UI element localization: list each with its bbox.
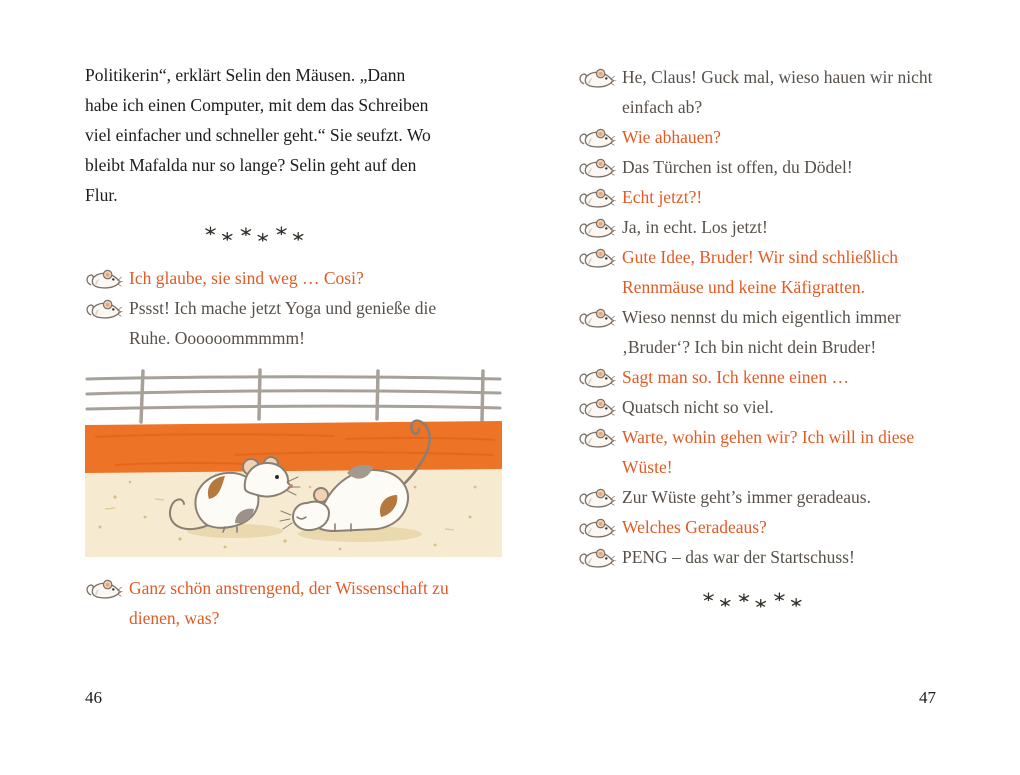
narrative-paragraph: Politikerin“, erklärt Selin den Mäusen. „Dann habe ich einen Computer, mit dem das Schreiben viel einfacher und schneller geht.“ Sie seufzt. Wo bleibt Mafalda nur so lange? Selin geht auf den Flur. bbox=[85, 65, 431, 205]
dialogue-line bbox=[578, 392, 936, 422]
dialogue-text: Zur Wüste geht’s immer geradeaus. bbox=[622, 487, 871, 507]
mouse-icon bbox=[578, 512, 622, 540]
dialogue-line bbox=[578, 482, 936, 512]
dialogue-text: He, Claus! Guck mal, wieso hauen wir nicht einfach ab? bbox=[622, 67, 933, 117]
dialogue-text: Pssst! Ich mache jetzt Yoga und genieße die Ruhe. Oooooommmmm! bbox=[129, 298, 437, 348]
dialogue-text: Wieso nennst du mich eigentlich immer ‚Bruder‘? Ich bin nicht dein Bruder! bbox=[622, 307, 901, 357]
page-number-left: 46 bbox=[85, 688, 102, 707]
dialogue-text: Gute Idee, Bruder! Wir sind schließlich Rennmäuse und keine Käfigratten. bbox=[622, 247, 898, 297]
dialogue-block-top bbox=[85, 263, 502, 353]
page-number-right: 47 bbox=[919, 688, 936, 707]
mouse-icon bbox=[578, 122, 622, 150]
mouse-icon bbox=[578, 242, 622, 270]
dialogue-line bbox=[578, 242, 936, 302]
dialogue-line bbox=[85, 573, 502, 633]
mouse-icon bbox=[578, 182, 622, 210]
dialogue-text: Welches Geradeaus? bbox=[622, 517, 767, 537]
mouse-icon bbox=[578, 392, 622, 420]
dialogue-line bbox=[578, 152, 936, 182]
dialogue-line bbox=[578, 512, 936, 542]
mouse-icon bbox=[578, 152, 622, 180]
dialogue-text: Ja, in echt. Los jetzt! bbox=[622, 217, 768, 237]
dialogue-text: Ganz schön anstrengend, der Wissenschaft zu dienen, was? bbox=[129, 578, 449, 628]
dialogue-line bbox=[578, 212, 936, 242]
page-left bbox=[85, 60, 502, 633]
dialogue-text: Das Türchen ist offen, du Dödel! bbox=[622, 157, 853, 177]
dialogue-block-bottom bbox=[85, 573, 502, 633]
dialogue-line bbox=[578, 422, 936, 482]
mouse-icon bbox=[578, 62, 622, 90]
mouse-icon bbox=[578, 212, 622, 240]
mouse-icon bbox=[578, 482, 622, 510]
dialogue-line bbox=[85, 293, 502, 353]
mouse-icon bbox=[85, 293, 129, 321]
dialogue-line bbox=[578, 542, 936, 572]
dialogue-line bbox=[578, 62, 936, 122]
dialogue-line bbox=[578, 122, 936, 152]
dialogue-line bbox=[578, 302, 936, 362]
dialogue-line bbox=[85, 263, 502, 293]
mouse-icon bbox=[578, 302, 622, 330]
dialogue-block bbox=[578, 62, 936, 572]
dialogue-text: Quatsch nicht so viel. bbox=[622, 397, 774, 417]
dialogue-text: PENG – das war der Startschuss! bbox=[622, 547, 855, 567]
mouse-icon bbox=[578, 422, 622, 450]
dialogue-text: Wie abhauen? bbox=[622, 127, 721, 147]
mouse-icon bbox=[85, 573, 129, 601]
mouse-icon bbox=[578, 362, 622, 390]
mouse-icon bbox=[578, 542, 622, 570]
dialogue-line bbox=[578, 362, 936, 392]
dialogue-text: Warte, wohin gehen wir? Ich will in diese Wüste! bbox=[622, 427, 915, 477]
page-right bbox=[578, 60, 936, 609]
mouse-icon bbox=[85, 263, 129, 291]
footprints-icon bbox=[203, 226, 315, 243]
dialogue-text: Ich glaube, sie sind weg … Cosi? bbox=[129, 268, 364, 288]
dialogue-line bbox=[578, 182, 936, 212]
mice-yoga-illustration bbox=[85, 367, 502, 557]
dialogue-text: Sagt man so. Ich kenne einen … bbox=[622, 367, 849, 387]
dialogue-text: Echt jetzt?! bbox=[622, 187, 703, 207]
footprints-icon bbox=[701, 592, 813, 609]
